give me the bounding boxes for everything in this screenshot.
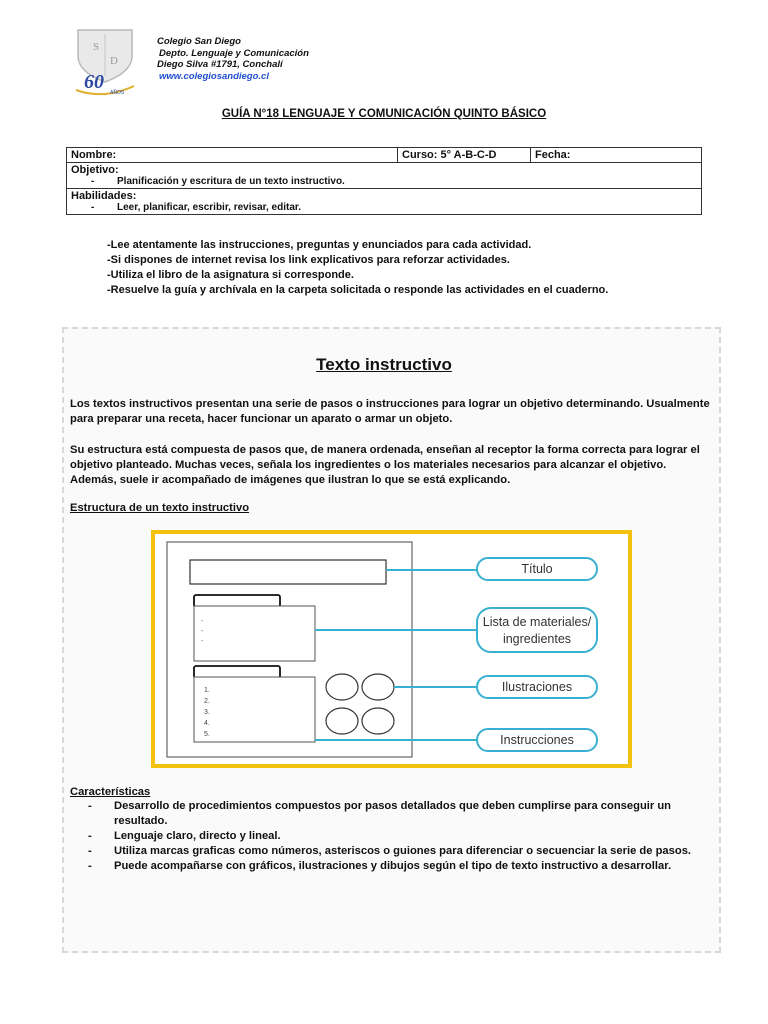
structure-paragraph: Su estructura está compuesta de pasos que, de manera ordenada, enseñan al receptor la forma correcta para lograr el objetivo planteado. Muchas veces, señala los ingredientes o los materiales necesarios para alcanzar el objetivo. Además, suele ir acompañado de imágenes que ilustran lo que se está explicando.	[70, 444, 700, 487]
list-item	[88, 844, 718, 859]
list-item-text: Puede acompañarse con gráficos, ilustraciones y dibujos según el tipo de texto instructivo a desarrollar.	[114, 860, 672, 872]
skills-label: Habilidades:	[71, 190, 137, 202]
list-item	[88, 829, 718, 844]
objective-label: Objetivo:	[71, 164, 119, 176]
student-info-table	[66, 147, 702, 215]
step-number: 2.	[204, 698, 210, 705]
school-info	[157, 36, 309, 82]
step-number: 4.	[204, 720, 210, 727]
dash: -	[91, 176, 95, 187]
structure-diagram	[151, 530, 632, 768]
logo-subtext: AÑOS	[110, 90, 125, 96]
instruction-line: -Lee atentamente las instrucciones, preguntas y enunciados para cada actividad.	[107, 239, 532, 251]
step-number: 5.	[204, 731, 210, 738]
date-field[interactable]: Fecha:	[531, 148, 702, 163]
label-instructions: Instrucciones	[500, 733, 574, 747]
skills-item	[71, 202, 697, 213]
instruction-line: -Si dispones de internet revisa los link explicativos para reforzar actividades.	[107, 254, 510, 266]
instruction-line: -Resuelve la guía y archívala en la carpeta solicitada o responde las actividades en el cuaderno.	[107, 284, 609, 296]
list-item	[88, 859, 718, 874]
label-illustrations: Ilustraciones	[501, 680, 573, 694]
logo-anniversary: 60	[84, 71, 104, 93]
general-instructions	[107, 238, 667, 298]
list-mark: -	[201, 628, 204, 635]
illustration-circle	[362, 674, 394, 700]
list-mark: -	[201, 638, 204, 645]
materials-header-box	[194, 595, 280, 607]
section-heading: Texto instructivo	[316, 355, 452, 374]
illustration-circle	[362, 708, 394, 734]
logo-letter-d: D	[110, 55, 118, 67]
page-title: GUÍA N°18 LENGUAJE Y COMUNICACIÓN QUINTO BÁSICO	[221, 108, 547, 120]
instructions-box	[194, 677, 315, 742]
logo-letter-s: S	[93, 41, 100, 53]
skills-text: Leer, planificar, escribir, revisar, editar.	[117, 202, 301, 213]
characteristics-list	[88, 799, 718, 874]
school-logo	[74, 26, 136, 98]
label-materials: Lista de materiales/	[482, 615, 592, 629]
list-item-text: Utiliza marcas graficas como números, asteriscos o guiones para diferenciar o secuenciar la serie de pasos.	[114, 845, 692, 857]
dash: -	[88, 800, 92, 812]
address: Diego Silva #1791, Conchalí	[157, 59, 283, 70]
objective-text: Planificación y escritura de un texto instructivo.	[117, 176, 345, 187]
dash: -	[88, 830, 92, 842]
list-item-text: Desarrollo de procedimientos compuestos por pasos detallados que deben cumplirse para conseguir un resultado.	[114, 800, 672, 827]
intro-paragraph: Los textos instructivos presentan una serie de pasos o instrucciones para lograr un objetivo determinando. Usualmente para preparar una receta, hacer funcionar un aparato o armar un objeto.	[70, 398, 710, 426]
list-item	[88, 799, 718, 829]
illustration-circle	[326, 708, 358, 734]
illustration-circle	[326, 674, 358, 700]
step-number: 3.	[204, 709, 210, 716]
structure-heading: Estructura de un texto instructivo	[70, 502, 250, 514]
materials-box	[194, 606, 315, 661]
school-name: Colegio San Diego	[157, 36, 241, 47]
dash: -	[88, 845, 92, 857]
website-link[interactable]: www.colegiosandiego.cl	[159, 70, 269, 82]
list-mark: -	[201, 618, 204, 625]
department: Depto. Lenguaje y Comunicación	[159, 47, 309, 59]
dash: -	[91, 202, 95, 213]
instructions-header-box	[194, 666, 280, 678]
objective-cell	[67, 163, 702, 189]
objective-item	[71, 176, 697, 187]
label-ingredients: ingredientes	[502, 632, 572, 646]
skills-cell	[67, 189, 702, 215]
dash: -	[88, 860, 92, 872]
course-field: Curso: 5° A-B-C-D	[398, 148, 531, 163]
label-title: Título	[521, 562, 553, 576]
list-item-text: Lenguaje claro, directo y lineal.	[114, 830, 281, 842]
title-box	[190, 560, 386, 584]
name-field[interactable]: Nombre:	[67, 148, 398, 163]
step-number: 1.	[204, 687, 210, 694]
instruction-line: -Utiliza el libro de la asignatura si corresponde.	[107, 269, 354, 281]
characteristics-heading: Características	[70, 786, 151, 798]
